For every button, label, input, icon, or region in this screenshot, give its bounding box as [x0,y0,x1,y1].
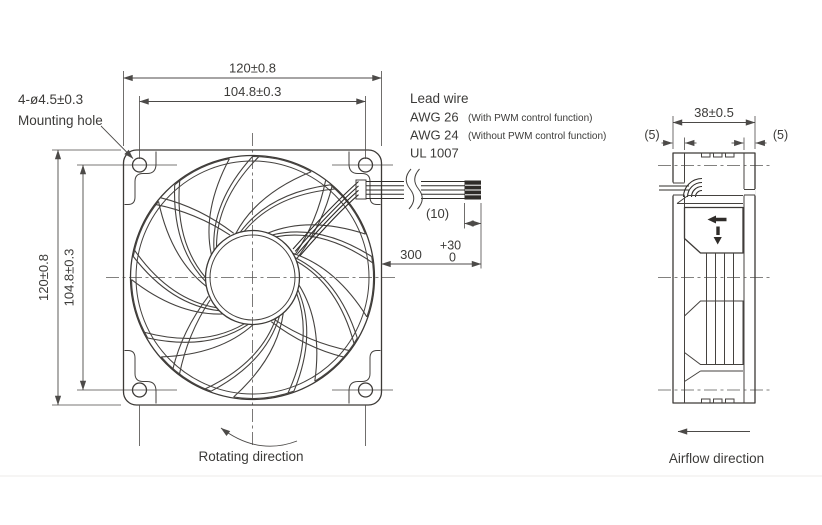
rotating-direction-label: Rotating direction [198,449,304,464]
side-dimensions [644,105,788,150]
side-view [644,105,788,466]
lead-wire-awg26: AWG 26 [410,109,459,125]
dim-flange-right: (5) [772,128,789,142]
mounting-hole-leader [101,126,133,159]
airflow-mark-icon [716,227,719,236]
lead-wire-spec-block [410,91,606,161]
wire-break-symbol-2 [415,169,423,209]
dim-wire-tol-plus: +30 [439,238,462,253]
dim-strip-length: (10) [425,206,450,221]
dim-width-outer: 120±0.8 [229,60,276,76]
corner-pocket-top-right [349,152,381,205]
side-lower-hub [685,301,744,365]
dim-height-holes: 104.8±0.3 [61,248,77,307]
airflow-direction-label: Airflow direction [668,451,765,466]
wire-break-symbol [406,169,414,209]
dim-height-outer: 120±0.8 [36,254,51,301]
mounting-hole-callout [18,92,133,159]
dim-wire-length: 300 [400,247,422,262]
front-view [77,133,398,446]
lead-wire-ul: UL 1007 [410,145,459,161]
dim-depth: 38±0.5 [694,105,734,120]
corner-pocket-bottom-right [349,351,381,404]
wire-dimensions [382,203,482,269]
lead-wire-bundle [366,169,481,209]
mounting-hole-label: Mounting hole [18,113,103,128]
lead-wire-route [293,182,359,257]
rotating-direction-arrow [221,428,297,446]
lead-wire-title: Lead wire [410,91,469,106]
corner-pocket-bottom-left [125,351,157,404]
lead-wire-awg24: AWG 24 [410,127,459,143]
lead-wire-awg24-note: (Without PWM control function) [468,131,607,142]
airflow-direction [669,432,764,467]
corner-pocket-top-left [125,152,157,205]
rotation-mark-icon [708,216,727,224]
side-motor-case [685,208,744,254]
mounting-hole-spec: 4-ø4.5±0.3 [18,92,84,107]
lead-wire-awg26-note: (With PWM control function) [468,113,593,124]
dim-flange-left: (5) [644,128,660,142]
side-hub-motor [677,196,743,382]
dim-wire-tol-minus: 0 [449,250,456,265]
dim-width-holes: 104.8±0.3 [223,84,282,99]
side-wire-curl [684,179,703,198]
